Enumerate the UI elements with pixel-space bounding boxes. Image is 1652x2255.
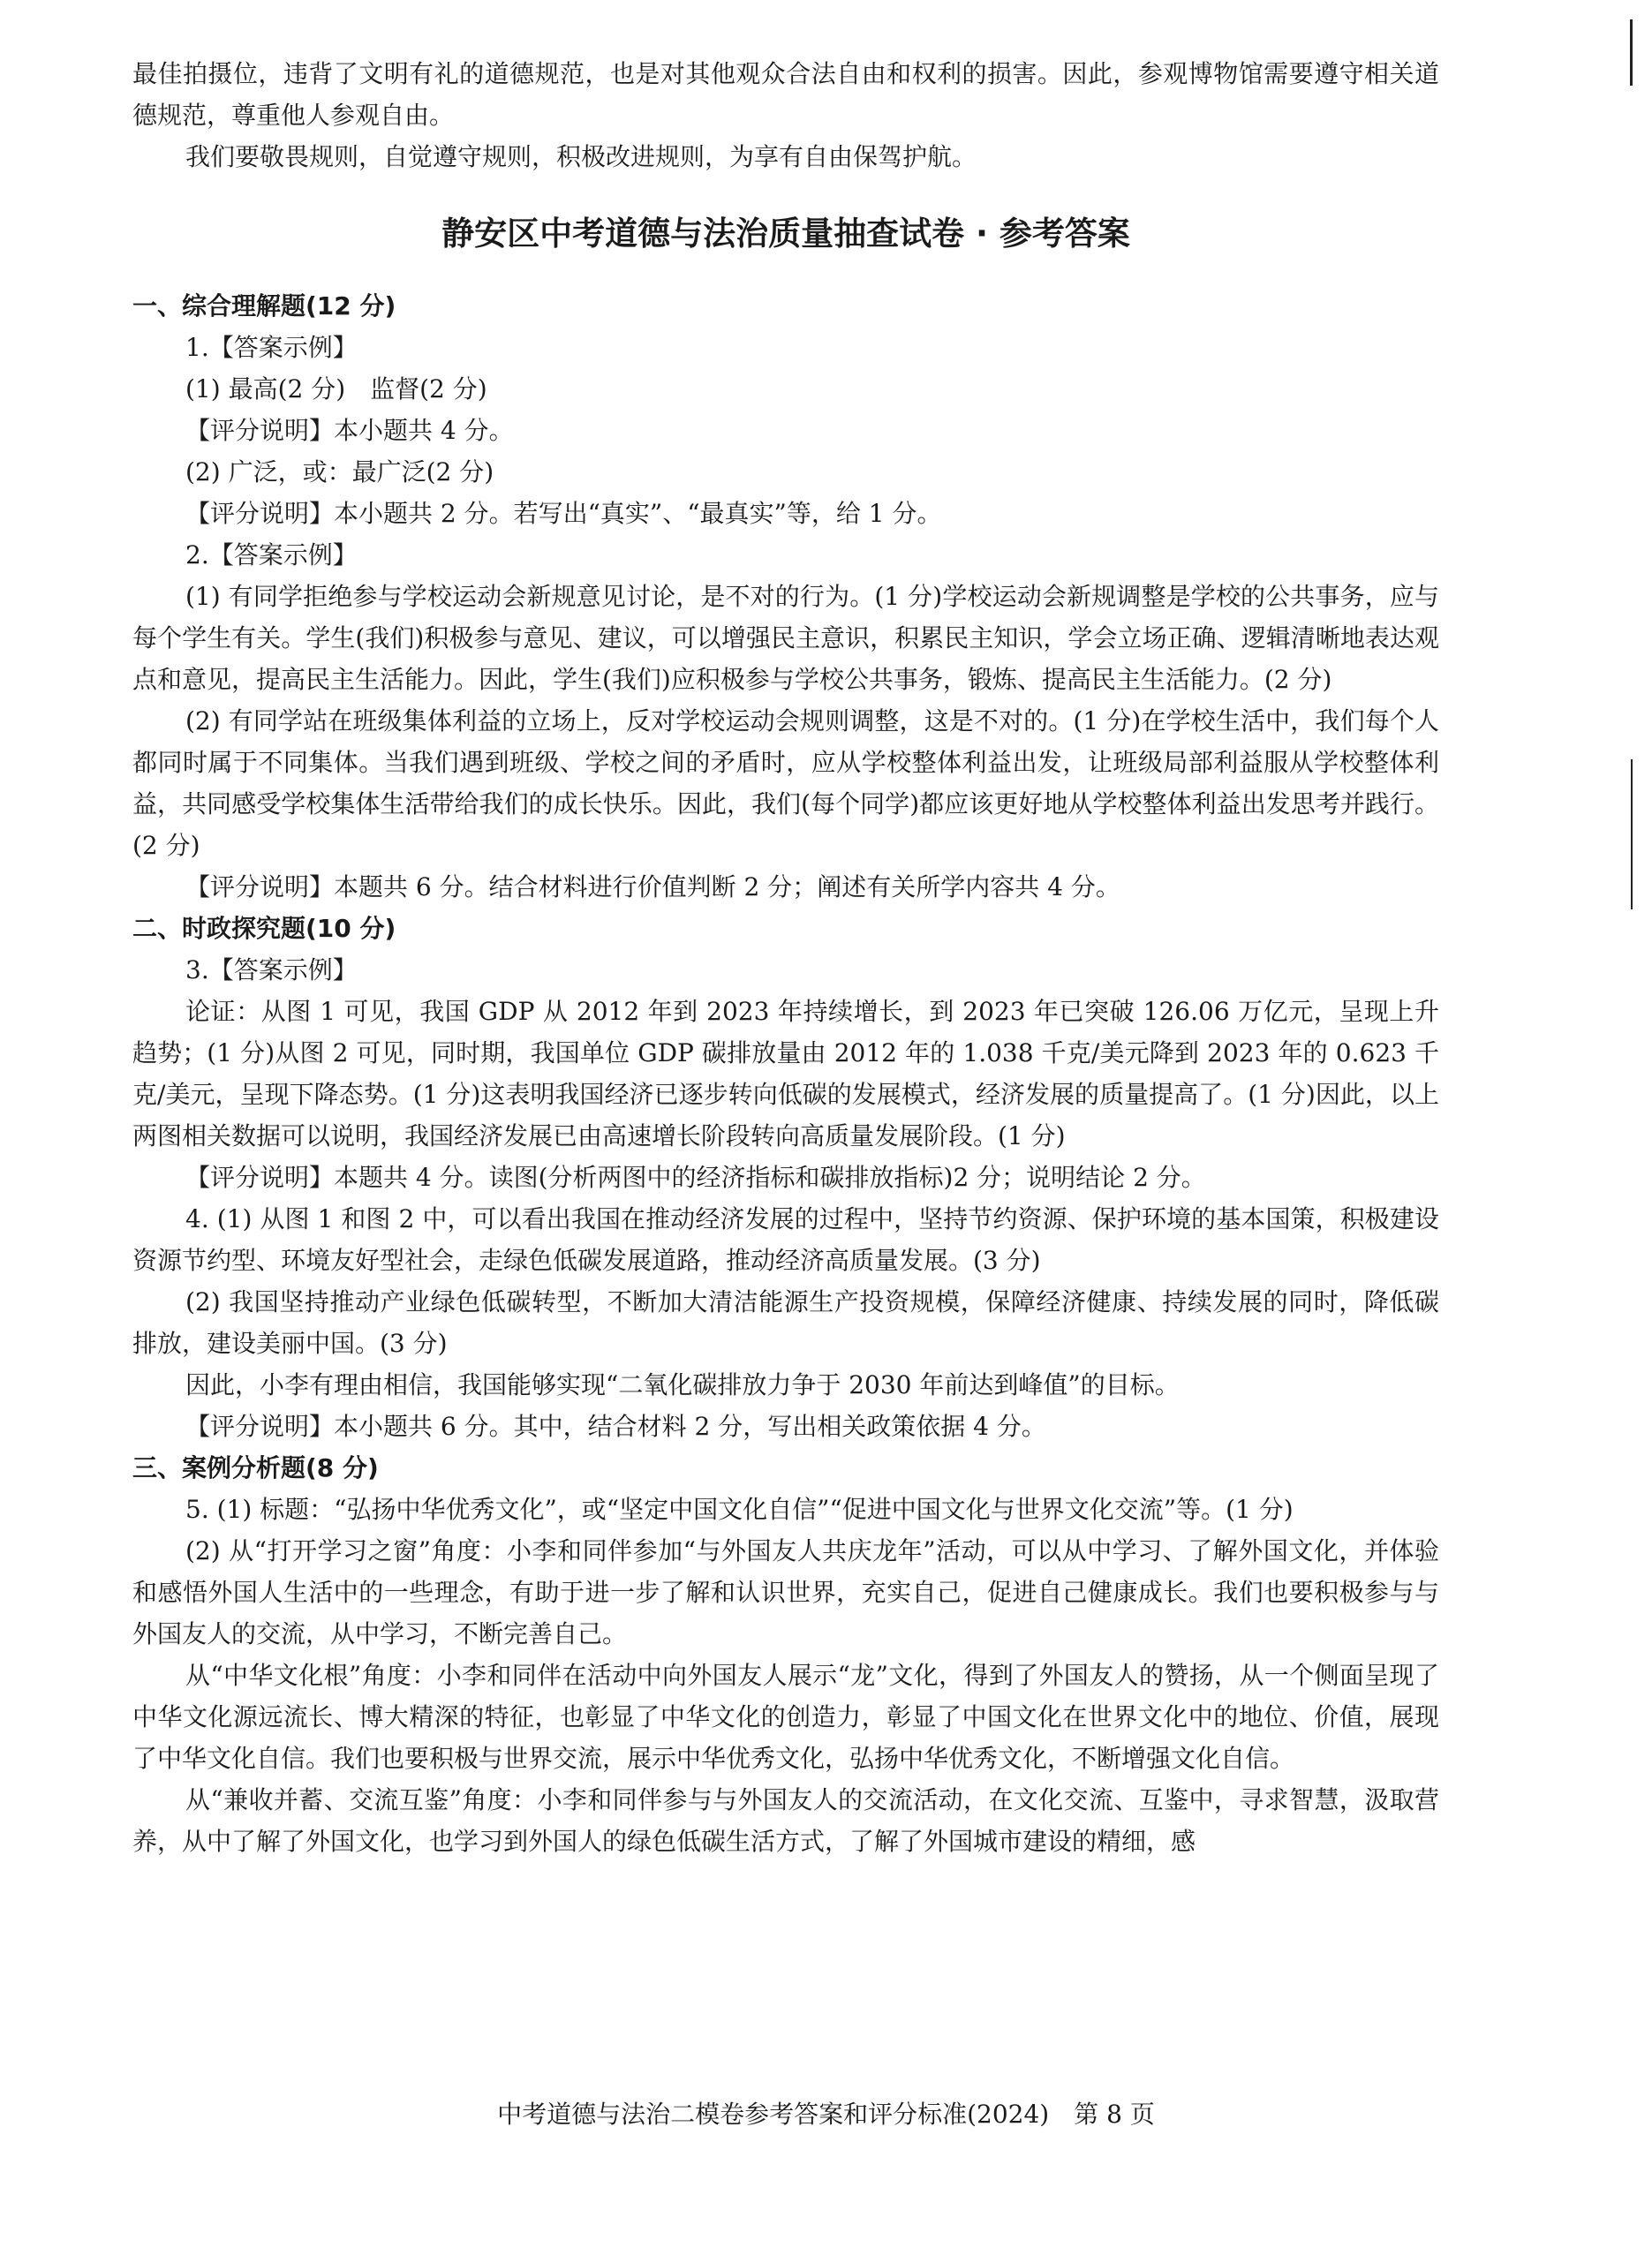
section-heading-2: 二、时政探究题(10 分) — [132, 914, 396, 943]
intro-paragraph: 最佳拍摄位，违背了文明有礼的道德规范，也是对其他观众合法自由和权利的损害。因此，参观博物馆需要遵守相关道德规范，尊重他人参观自由。 — [132, 59, 1439, 130]
scan-edge-mark-middle — [1631, 759, 1633, 909]
answer-line: (2) 广泛，或：最广泛(2 分) — [185, 457, 494, 486]
section-heading-3: 三、案例分析题(8 分) — [132, 1453, 379, 1482]
scoring-note: 【评分说明】本题共 4 分。读图(分析两图中的经济指标和碳排放指标)2 分；说明结论 2 分。 — [185, 1163, 1206, 1192]
answer-paragraph: 4. (1) 从图 1 和图 2 中，可以看出我国在推动经济发展的过程中，坚持节约资源、保护环境的基本国策，积极建设资源节约型、环境友好型社会，走绿色低碳发展道路，推动经济高质量发展。(3 分) — [132, 1204, 1439, 1275]
scoring-note: 【评分说明】本小题共 6 分。其中，结合材料 2 分，写出相关政策依据 4 分。 — [185, 1412, 1046, 1441]
page-title: 静安区中考道德与法治质量抽查试卷 · 参考答案 — [441, 215, 1130, 253]
answer-paragraph: (1) 有同学拒绝参与学校运动会新规意见讨论，是不对的行为。(1 分)学校运动会新规调整是学校的公共事务，应与每个学生有关。学生(我们)积极参与意见、建议，可以增强民主意识，积累民主知识，学会立场正确、逻辑清晰地表达观点和意见，提高民主生活能力。因此，学生(我们)应积极参与学校公共事务，锻炼、提高民主生活能力。(2 分) — [132, 582, 1439, 694]
document-page — [132, 53, 1439, 1862]
answer-paragraph: (2) 我国坚持推动产业绿色低碳转型，不断加大清洁能源生产投资规模，保障经济健康、持续发展的同时，降低碳排放，建设美丽中国。(3 分) — [132, 1287, 1439, 1358]
answer-paragraph: (2) 有同学站在班级集体利益的立场上，反对学校运动会规则调整，这是不对的。(1 分)在学校生活中，我们每个人都同时属于不同集体。当我们遇到班级、学校之间的矛盾时，应从学校整体利益出发，让班级局部利益服从学校整体利益，共同感受学校集体生活带给我们的成长快乐。因此，我们(每个同学)都应该更好地从学校整体利益出发思考并践行。(2 分) — [132, 706, 1439, 860]
scoring-note: 【评分说明】本小题共 2 分。若写出“真实”、“最真实”等，给 1 分。 — [185, 499, 942, 528]
answer-paragraph: 从“兼收并蓄、交流互鉴”角度：小李和同伴参与与外国友人的交流活动，在文化交流、互鉴中，寻求智慧，汲取营养，从中了解了外国文化，也学习到外国人的绿色低碳生活方式，了解了外国城市建设的精细，感 — [132, 1785, 1439, 1856]
answer-paragraph: 论证：从图 1 可见，我国 GDP 从 2012 年到 2023 年持续增长，到 2023 年已突破 126.06 万亿元，呈现上升趋势；(1 分)从图 2 可见，同时期，我国单位 GDP 碳排放量由 2012 年的 1.038 千克/美元降到 2023 年的 0.623 千克/美元，呈现下降态势。(1 分)这表明我国经济已逐步转向低碳的发展模式，经济发展的质量提高了。(1 分)因此，以上两图相关数据可以说明，我国经济发展已由高速增长阶段转向高质量发展阶段。(1 分) — [132, 997, 1439, 1150]
answer-paragraph: 因此，小李有理由相信，我国能够实现“二氧化碳排放力争于 2030 年前达到峰值”的目标。 — [185, 1370, 1180, 1399]
section-heading-1: 一、综合理解题(12 分) — [132, 291, 396, 321]
answer-line: 3.【答案示例】 — [185, 955, 358, 984]
scan-edge-mark-top — [1630, 19, 1633, 86]
scoring-note: 【评分说明】本小题共 4 分。 — [185, 416, 514, 445]
answer-line: (1) 最高(2 分) 监督(2 分) — [185, 374, 487, 403]
answer-line: 1.【答案示例】 — [185, 333, 358, 362]
intro-conclusion: 我们要敬畏规则，自觉遵守规则，积极改进规则，为享有自由保驾护航。 — [185, 142, 977, 171]
answer-paragraph: (2) 从“打开学习之窗”角度：小李和同伴参加“与外国友人共庆龙年”活动，可以从中学习、了解外国文化，并体验和感悟外国人生活中的一些理念，有助于进一步了解和认识世界，充实自己，促进自己健康成长。我们也要积极参与与外国友人的交流，从中学习，不断完善自己。 — [132, 1536, 1439, 1648]
answer-paragraph: 5. (1) 标题：“弘扬中华优秀文化”，或“坚定中国文化自信”“促进中国文化与世界文化交流”等。(1 分) — [185, 1495, 1294, 1524]
answer-line: 2.【答案示例】 — [185, 540, 358, 569]
answer-paragraph: 从“中华文化根”角度：小李和同伴在活动中向外国友人展示“龙”文化，得到了外国友人的赞扬，从一个侧面呈现了中华文化源远流长、博大精深的特征，也彰显了中华文化的创造力，彰显了中国文化在世界文化中的地位、价值，展现了中华文化自信。我们也要积极与世界交流，展示中华优秀文化，弘扬中华优秀文化，不断增强文化自信。 — [132, 1661, 1439, 1773]
page-footer: 中考道德与法治二模卷参考答案和评分标准(2024) 第 8 页 — [497, 2100, 1155, 2129]
scoring-note: 【评分说明】本题共 6 分。结合材料进行价值判断 2 分；阐述有关所学内容共 4 分。 — [185, 872, 1120, 901]
